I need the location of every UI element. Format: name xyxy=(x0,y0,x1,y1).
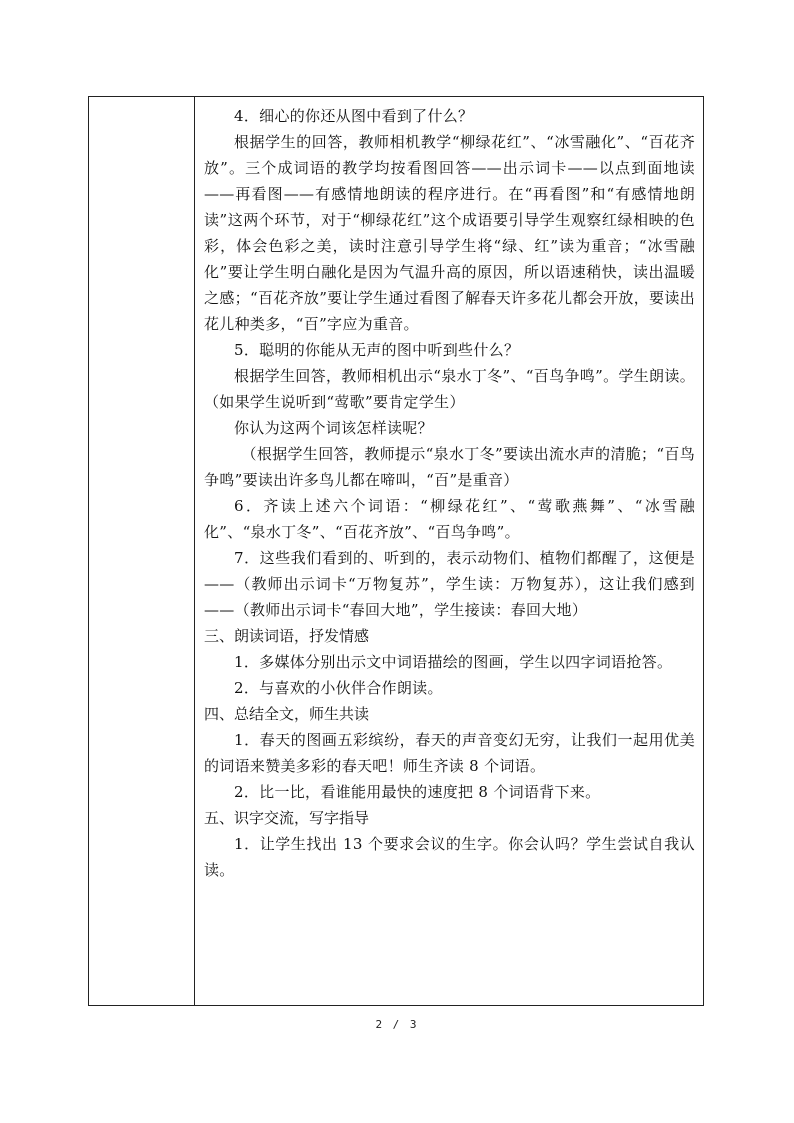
section-heading: 三、朗读词语，抒发情感 xyxy=(204,627,370,645)
paragraph: （根据学生回答，教师提示“泉水丁冬”要读出流水声的清脆；“百鸟争鸣”要读出许多鸟儿都在啼叫，“百”是重音） xyxy=(204,445,695,489)
page-number: 2 / 3 xyxy=(375,1018,419,1031)
section-heading: 四、总结全文，师生共读 xyxy=(204,705,370,723)
paragraph: 2．与喜欢的小伙伴合作朗读。 xyxy=(234,679,443,697)
paragraph: 根据学生的回答，教师相机教学“柳绿花红”、“冰雪融化”、“百花齐放”。三个成词语的教学均按看图回答——出示词卡——以点到面地读——再看图——有感情地朗读的程序进行。在“再看图”和“有感情地朗读”这两个环节，对于“柳绿花红”这个成语要引导学生观察红绿相映的色彩，体会色彩之美，读时注意引导学生将“绿、红”读为重音；“冰雪融化”要让学生明白融化是因为气温升高的原因，所以语速稍快，读出温暖之感；“百花齐放”要让学生通过看图了解春天许多花儿都会开放，要读出花儿种类多，“百”字应为重音。 xyxy=(204,133,695,333)
paragraph: 1．多媒体分别出示文中词语描绘的图画，学生以四字词语抢答。 xyxy=(234,653,673,671)
paragraph: 5．聪明的你能从无声的图中听到些什么？ xyxy=(234,341,520,359)
section-heading: 五、识字交流，写字指导 xyxy=(204,809,370,827)
paragraph: 根据学生回答，教师相机出示“泉水丁冬”、“百鸟争鸣”。学生朗读。（如果学生说听到“莺歌”要肯定学生） xyxy=(204,367,695,411)
paragraph: 1．让学生找出 13 个要求会议的生字。你会认吗？学生尝试自我认读。 xyxy=(204,835,695,879)
paragraph: 6．齐读上述六个词语：“柳绿花红”、“莺歌燕舞”、“冰雪融化”、“泉水丁冬”、“百花齐放”、“百鸟争鸣”。 xyxy=(204,497,695,541)
paragraph: 7．这些我们看到的、听到的，表示动物们、植物们都醒了，这便是——（教师出示词卡“万物复苏”，学生读：万物复苏），这让我们感到——（教师出示词卡“春回大地”，学生接读：春回大地） xyxy=(204,549,695,619)
paragraph: 你认为这两个词该怎样读呢？ xyxy=(234,419,433,437)
lesson-plan-table xyxy=(88,96,704,1006)
paragraph: 2．比一比，看谁能用最快的速度把 8 个词语背下来。 xyxy=(234,783,601,801)
table-content-column xyxy=(195,97,703,1005)
paragraph: 4．细心的你还从图中看到了什么？ xyxy=(234,107,474,125)
paragraph: 1．春天的图画五彩缤纷，春天的声音变幻无穷，让我们一起用优美的词语来赞美多彩的春天吧！师生齐读 8 个词语。 xyxy=(204,731,695,775)
table-left-column xyxy=(89,97,195,1005)
